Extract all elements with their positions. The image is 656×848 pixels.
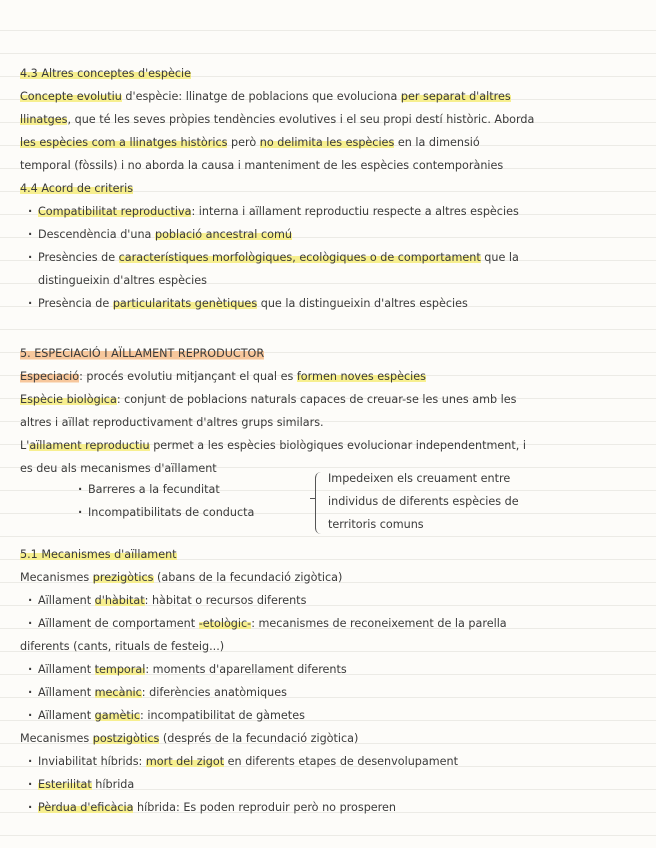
biological-species-line-1 [20,393,516,406]
criteria-bullet-3-cont [38,274,207,287]
text-fragment: però [227,136,260,149]
text-fragment: 5.1 Mecanismes d'aïllament [20,548,177,561]
text-fragment: (després de la fecundació zigòtica) [159,732,359,745]
text-fragment: 4.3 Altres conceptes d'espècie [20,67,192,80]
prezygotic-item-1 [28,594,306,607]
text-fragment: mort del zigot [145,755,225,768]
text-fragment: en diferents etapes de desenvolupament [224,755,459,768]
text-fragment: : conjunt de poblacions naturals capaces de creuar-se les unes amb les [116,393,517,406]
text-fragment: que la [480,251,519,264]
brace-note-line-1 [328,472,510,485]
text-fragment: , que té les seves pròpies tendències evolutives i el seu propi destí històric. Aborda [67,113,535,126]
curly-brace [315,472,324,534]
text-fragment: (abans de la fecundació zigòtica) [153,571,343,584]
text-fragment: Presència de [38,297,113,310]
text-fragment: Aïllament [38,709,95,722]
evolutionary-concept-line-1 [20,90,511,103]
text-fragment: postzigòtics [92,732,160,745]
text-fragment: en la dimensió [394,136,480,149]
text-fragment: Barreres a la fecunditat [88,483,220,496]
text-fragment: Concepte evolutiu [20,90,122,103]
text-fragment: Presències de [38,251,119,264]
prezygotic-item-4 [28,686,287,699]
criteria-bullet-1 [28,205,519,218]
text-fragment: Mecanismes [20,732,93,745]
postzygotic-heading [20,732,358,745]
postzygotic-item-1 [28,755,458,768]
text-fragment: 4.4 Acord de criteris [20,182,134,195]
text-fragment: aïllament reproductiu [29,439,150,452]
text-fragment: Espècie biològica [20,393,117,406]
prezygotic-heading [20,571,342,584]
text-fragment: Aïllament [38,594,95,607]
prezygotic-item-2-cont [20,640,224,653]
evolutionary-concept-line-3 [20,136,480,149]
text-fragment: prezigòtics [92,571,154,584]
criteria-bullet-2 [28,228,292,241]
isolation-item-2 [78,506,254,519]
text-fragment: -etològic- [198,617,252,630]
text-fragment: Mecanismes [20,571,93,584]
text-fragment: : mecanismes de reconeixement de la parella [251,617,507,630]
text-fragment: Especiació [20,370,80,383]
postzygotic-item-2 [28,778,134,791]
text-fragment: formen noves espècies [296,370,426,383]
section-5-1-title [20,548,177,561]
text-fragment: Aïllament [38,686,95,699]
text-fragment: distingueixin d'altres espècies [38,274,207,287]
text-fragment: d'espècie: llinatge de poblacions que evoluciona [121,90,401,103]
section-5-title [20,347,264,360]
text-fragment: Pèrdua d'eficàcia [38,801,134,814]
text-fragment: mecànic [94,686,142,699]
text-fragment: 5. ESPECIACIÓ I AÏLLAMENT REPRODUCTOR [20,347,265,360]
text-fragment: no delimita les espècies [259,136,395,149]
text-fragment: híbrida [91,778,135,791]
criteria-bullet-3 [28,251,519,264]
text-fragment: Esterilitat [38,778,92,791]
text-fragment: per separat d'altres [400,90,511,103]
text-fragment: Compatibilitat reproductiva [38,205,192,218]
prezygotic-item-5 [28,709,305,722]
text-fragment: llinatges [20,113,68,126]
text-fragment: Inviabilitat híbrids: [38,755,146,768]
text-fragment: característiques morfològiques, ecològiques o de comportament [118,251,481,264]
text-fragment: Incompatibilitats de conducta [88,506,255,519]
text-fragment: gamètic [94,709,141,722]
text-fragment: es deu als mecanismes d'aïllament [20,462,217,475]
text-fragment: híbrida: Es poden reproduir però no prosperen [133,801,397,814]
prezygotic-item-2 [28,617,507,630]
reproductive-isolation-line-2 [20,462,217,475]
text-fragment: Aïllament de comportament [38,617,199,630]
prezygotic-item-3 [28,663,347,676]
brace-note-line-3 [328,518,424,531]
text-fragment: les espècies com a llinatges històrics [20,136,228,149]
text-fragment: d'hàbitat [94,594,145,607]
biological-species-line-2 [20,416,324,429]
reproductive-isolation-line-1 [20,439,526,452]
postzygotic-item-3 [28,801,396,814]
text-fragment: territoris comuns [328,518,424,531]
text-fragment: temporal (fòssils) i no aborda la causa i manteniment de les espècies contemporànies [20,159,504,172]
text-fragment: població ancestral comú [154,228,292,241]
text-fragment: L' [20,439,30,452]
evolutionary-concept-line-4 [20,159,503,172]
text-fragment: individus de diferents espècies de [328,495,519,508]
text-fragment: temporal [94,663,146,676]
text-fragment: permet a les espècies biològiques evolucionar independentment, i [149,439,526,452]
section-4-4-title [20,182,133,195]
text-fragment: que la distingueixin d'altres espècies [257,297,468,310]
text-fragment: diferents (cants, rituals de festeig...) [20,640,225,653]
section-4-3-title [20,67,191,80]
text-fragment: Descendència d'una [38,228,155,241]
text-fragment: Impedeixen els creuament entre [328,472,511,485]
text-fragment: : procés evolutiu mitjançant el qual es [79,370,297,383]
isolation-item-1 [78,483,220,496]
speciation-definition [20,370,426,383]
text-fragment: : incompatibilitat de gàmetes [140,709,305,722]
text-fragment: : interna i aïllament reproductiu respecte a altres espècies [191,205,519,218]
text-fragment: : hàbitat o recursos diferents [144,594,307,607]
text-fragment: Aïllament [38,663,95,676]
text-fragment: : moments d'aparellament diferents [145,663,347,676]
text-fragment: : diferències anatòmiques [141,686,287,699]
text-fragment: altres i aïllat reproductivament d'altres grups similars. [20,416,324,429]
brace-note-line-2 [328,495,519,508]
evolutionary-concept-line-2 [20,113,534,126]
criteria-bullet-4 [28,297,468,310]
text-fragment: particularitats genètiques [112,297,258,310]
